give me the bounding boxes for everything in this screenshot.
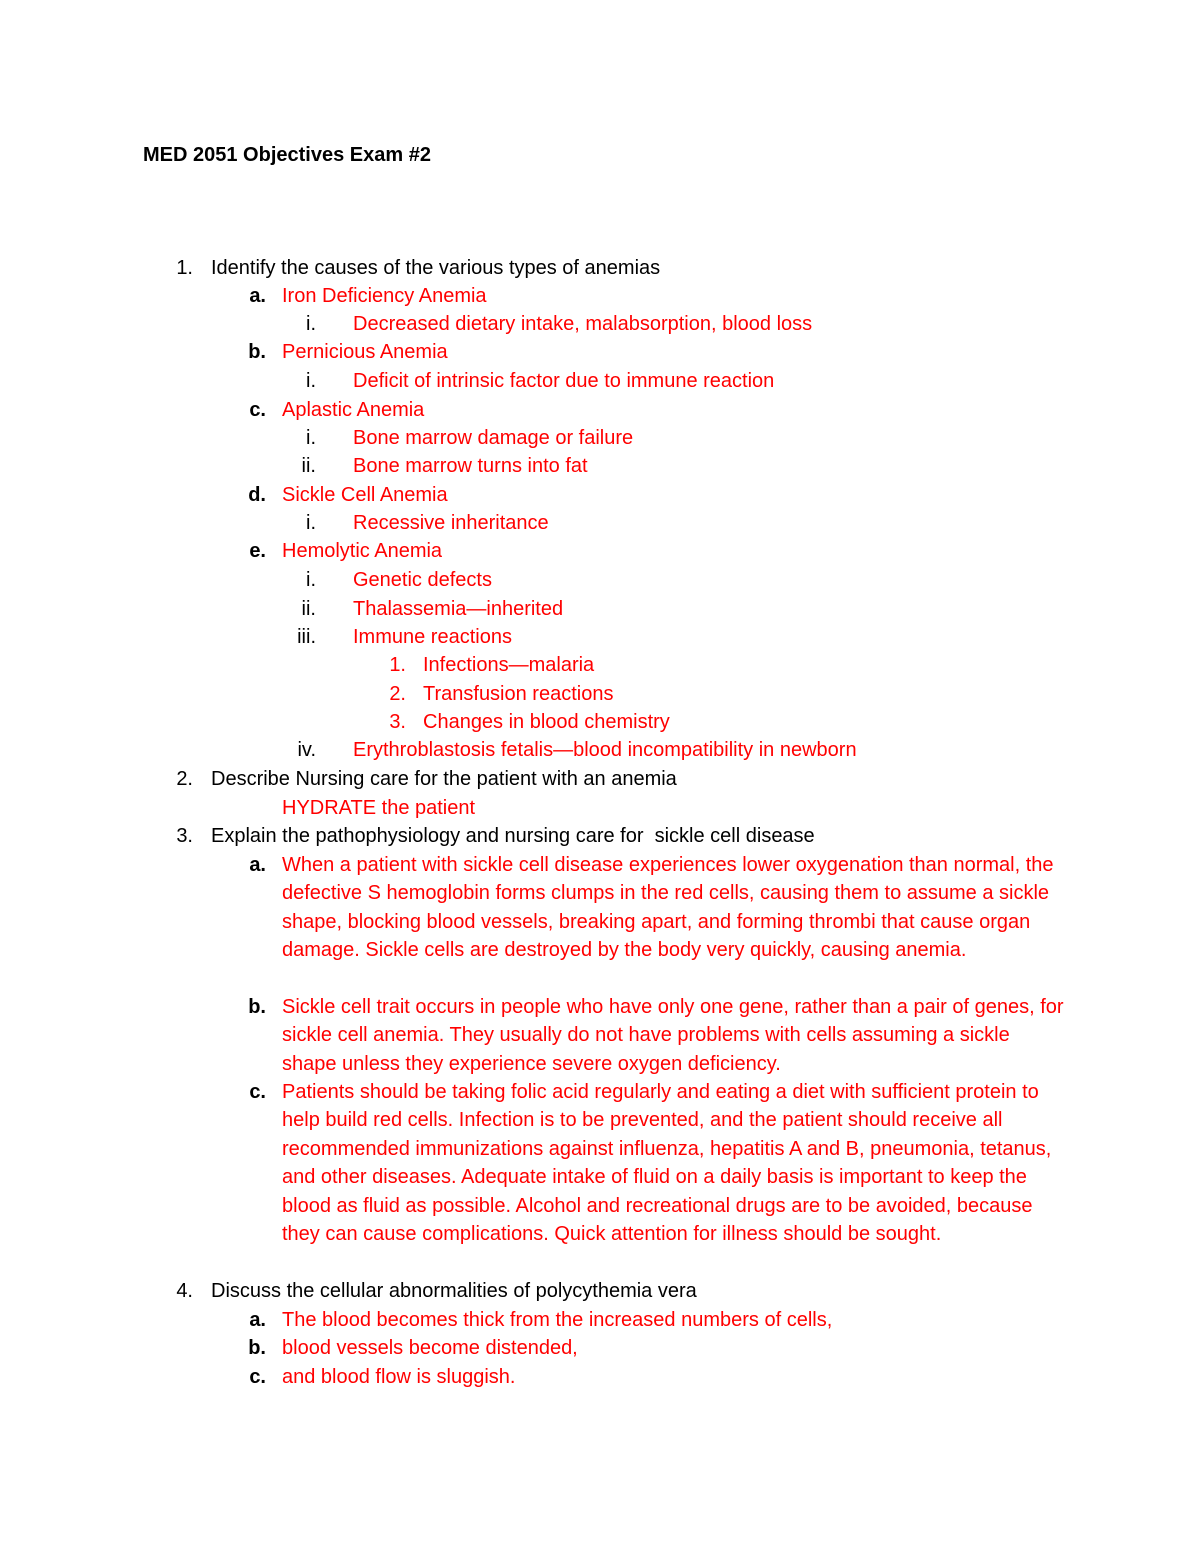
list-marker: b. [248, 341, 266, 363]
answer-text: The blood becomes thick from the increased numbers of cells, [282, 1309, 833, 1331]
list-marker: i. [306, 512, 316, 534]
list-marker: a. [249, 285, 266, 307]
answer-text: blood vessels become distended, [282, 1337, 578, 1359]
question-text: Discuss the cellular abnormalities of polycythemia vera [211, 1280, 697, 1302]
answer-text: Pernicious Anemia [282, 341, 448, 363]
list-marker: e. [249, 540, 266, 562]
list-marker: i. [306, 569, 316, 591]
question-text: Identify the causes of the various types of anemias [211, 257, 661, 279]
list-marker: a. [249, 1309, 266, 1331]
list-number: 4. [176, 1280, 193, 1302]
answer-text: Changes in blood chemistry [423, 711, 670, 733]
list-marker: ii. [301, 598, 316, 620]
answer-text: Recessive inheritance [353, 512, 549, 534]
answer-text: Deficit of intrinsic factor due to immune reaction [353, 370, 775, 392]
list-marker: 3. [389, 711, 406, 733]
question-text: Describe Nursing care for the patient with an anemia [211, 768, 677, 790]
answer-text: Erythroblastosis fetalis—blood incompatibility in newborn [353, 739, 857, 761]
list-number: 3. [176, 825, 193, 847]
list-number: 2. [176, 768, 193, 790]
answer-text: Genetic defects [353, 569, 492, 591]
answer-text: Sickle Cell Anemia [282, 484, 448, 506]
answer-text: Transfusion reactions [423, 683, 614, 705]
answer-paragraph: Sickle cell trait occurs in people who have only one gene, rather than a pair of genes, for sickle cell anemia. They usually do not have problems with cells assuming a sickle shape unless they experience severe oxygen deficiency. [282, 996, 1064, 1075]
answer-text: Immune reactions [353, 626, 512, 648]
list-marker: c. [249, 1081, 266, 1103]
list-marker: b. [248, 996, 266, 1018]
answer-text: Iron Deficiency Anemia [282, 285, 487, 307]
question-text: Explain the pathophysiology and nursing care for sickle cell disease [211, 825, 815, 847]
answer-text: Decreased dietary intake, malabsorption, blood loss [353, 313, 813, 335]
list-number: 1. [176, 257, 193, 279]
list-marker: c. [249, 399, 266, 421]
list-marker: b. [248, 1337, 266, 1359]
answer-paragraph: When a patient with sickle cell disease experiences lower oxygenation than normal, the defective S hemoglobin forms clumps in the red cells, causing them to assume a sickle shape, blocking blood vessels, breaking apart, and forming thrombi that cause organ damage. Sickle cells are destroyed by the body very quickly, causing anemia. [282, 854, 1054, 962]
list-marker: ii. [301, 455, 316, 477]
list-marker: i. [306, 370, 316, 392]
answer-text: and blood flow is sluggish. [282, 1366, 516, 1388]
list-marker: c. [249, 1366, 266, 1388]
list-marker: iv. [297, 739, 316, 761]
answer-text: Bone marrow damage or failure [353, 427, 634, 449]
answer-text: Hemolytic Anemia [282, 540, 443, 562]
list-marker: a. [249, 854, 266, 876]
page-title: MED 2051 Objectives Exam #2 [143, 144, 431, 166]
answer-text: Thalassemia—inherited [353, 598, 564, 620]
list-marker: i. [306, 313, 316, 335]
list-marker: iii. [297, 626, 316, 648]
list-marker: i. [306, 427, 316, 449]
list-marker: d. [248, 484, 266, 506]
list-marker: 1. [389, 654, 406, 676]
answer-text: Infections—malaria [423, 654, 595, 676]
answer-paragraph: Patients should be taking folic acid regularly and eating a diet with sufficient protein to help build red cells. Infection is to be prevented, and the patient should receive all recommended immunizations against influenza, hepatitis A and B, pneumonia, tetanus, and other diseases. Adequate intake of fluid on a daily basis is important to keep the blood as fluid as possible. Alcohol and recreational drugs are to be avoided, because they can cause complications. Quick attention for illness should be sought. [282, 1081, 1052, 1246]
list-marker: 2. [389, 683, 406, 705]
answer-text: HYDRATE the patient [282, 797, 476, 819]
answer-text: Bone marrow turns into fat [353, 455, 588, 477]
answer-text: Aplastic Anemia [282, 399, 425, 421]
